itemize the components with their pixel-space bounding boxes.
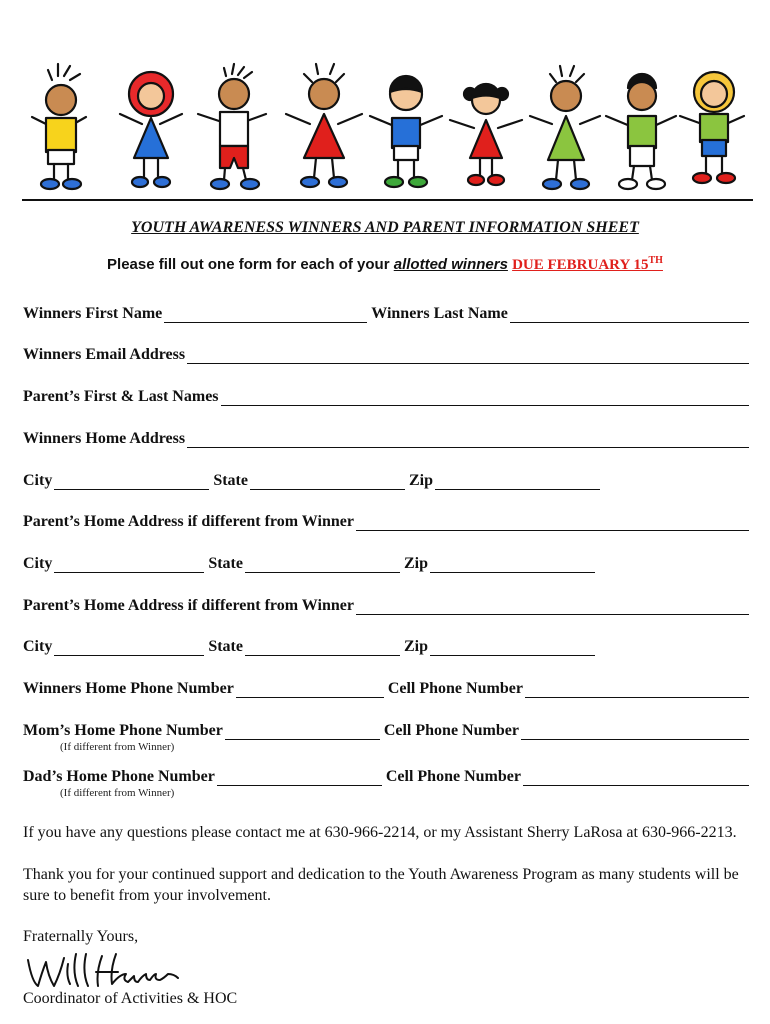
email-label: Winners Email Address <box>23 346 186 363</box>
state-label: State <box>208 555 243 572</box>
city-label: City <box>23 472 53 489</box>
first-name-label: Winners First Name <box>23 305 163 322</box>
cell-phone-label: Cell Phone Number <box>385 768 521 785</box>
parent-names-row <box>23 388 753 406</box>
city-field[interactable] <box>54 641 204 656</box>
banner-divider <box>22 199 753 201</box>
winner-home-phone-label: Winners Home Phone Number <box>23 680 234 697</box>
home-address-label: Winners Home Address <box>23 430 186 447</box>
instruction-prefix: Please fill out one form for each of your <box>107 256 394 273</box>
state-field[interactable] <box>245 558 400 573</box>
dad-home-phone-field[interactable] <box>217 771 382 786</box>
email-field[interactable] <box>187 349 749 364</box>
winner-phone-row <box>23 680 753 698</box>
home-address-row <box>23 430 753 448</box>
mom-home-phone-field[interactable] <box>225 725 380 740</box>
due-date <box>512 257 663 273</box>
if-different-note: (If different from Winner) <box>60 741 175 753</box>
cell-phone-field[interactable] <box>521 725 749 740</box>
parent-address-label: Parent’s Home Address if different from Winner <box>23 513 354 530</box>
zip-field[interactable] <box>430 558 595 573</box>
city-field[interactable] <box>54 475 209 490</box>
mom-home-phone-label: Mom’s Home Phone Number <box>23 722 223 739</box>
thanks-paragraph: Thank you for your continued support and dedication to the Youth Awareness Program as many students will be sure to benefit from your involvement. <box>23 866 739 904</box>
kid-8 <box>606 74 676 189</box>
zip-label: Zip <box>403 555 428 572</box>
kids-banner-illustration <box>22 62 752 194</box>
last-name-field[interactable] <box>510 308 749 323</box>
last-name-label: Winners Last Name <box>371 305 508 322</box>
home-address-field[interactable] <box>187 433 749 448</box>
parent-address-field[interactable] <box>356 516 749 531</box>
city-state-zip-row-1 <box>23 472 753 490</box>
salutation: Fraternally Yours, <box>23 928 139 945</box>
parent-address-row-2 <box>23 597 753 615</box>
state-label: State <box>208 638 243 655</box>
dad-phone-row <box>23 768 753 786</box>
zip-field[interactable] <box>435 475 600 490</box>
contact-paragraph: If you have any questions please contact me at 630-966-2214, or my Assistant Sherry LaRosa at 630-966-2213. <box>23 824 737 841</box>
zip-label: Zip <box>403 638 428 655</box>
city-label: City <box>23 555 53 572</box>
kid-3 <box>198 64 266 189</box>
kid-9 <box>680 72 744 183</box>
kid-5 <box>370 76 442 187</box>
city-label: City <box>23 638 53 655</box>
parent-address-row-1 <box>23 513 753 531</box>
kid-2 <box>120 72 182 187</box>
kid-4 <box>286 64 362 187</box>
cell-phone-field[interactable] <box>525 683 749 698</box>
city-field[interactable] <box>54 558 204 573</box>
name-row <box>23 305 753 323</box>
due-date-suffix: TH <box>648 255 663 266</box>
email-row <box>23 346 753 364</box>
cell-phone-label: Cell Phone Number <box>387 680 523 697</box>
instruction-allotted: allotted winners <box>393 256 508 273</box>
signature <box>24 948 184 992</box>
form-title: YOUTH AWARENESS WINNERS AND PARENT INFORMATION SHEET <box>131 219 639 236</box>
cell-phone-label: Cell Phone Number <box>383 722 519 739</box>
dad-home-phone-label: Dad’s Home Phone Number <box>23 768 215 785</box>
kid-1 <box>32 64 86 189</box>
cell-phone-field[interactable] <box>523 771 749 786</box>
state-field[interactable] <box>245 641 400 656</box>
winner-home-phone-field[interactable] <box>236 683 384 698</box>
first-name-field[interactable] <box>164 308 367 323</box>
state-field[interactable] <box>250 475 405 490</box>
kid-7 <box>530 66 600 189</box>
city-state-zip-row-2 <box>23 555 753 573</box>
kid-6 <box>450 84 522 185</box>
state-label: State <box>213 472 248 489</box>
zip-field[interactable] <box>430 641 595 656</box>
due-date-text: DUE FEBRUARY 15 <box>512 257 649 273</box>
form-instruction <box>0 255 770 274</box>
signer-title: Coordinator of Activities & HOC <box>23 990 238 1007</box>
city-state-zip-row-3 <box>23 638 753 656</box>
parent-names-label: Parent’s First & Last Names <box>23 388 219 405</box>
zip-label: Zip <box>408 472 433 489</box>
parent-address-label: Parent’s Home Address if different from Winner <box>23 597 354 614</box>
mom-phone-row <box>23 722 753 740</box>
parent-address-field[interactable] <box>356 600 749 615</box>
if-different-note: (If different from Winner) <box>60 787 175 799</box>
parent-names-field[interactable] <box>221 391 749 406</box>
